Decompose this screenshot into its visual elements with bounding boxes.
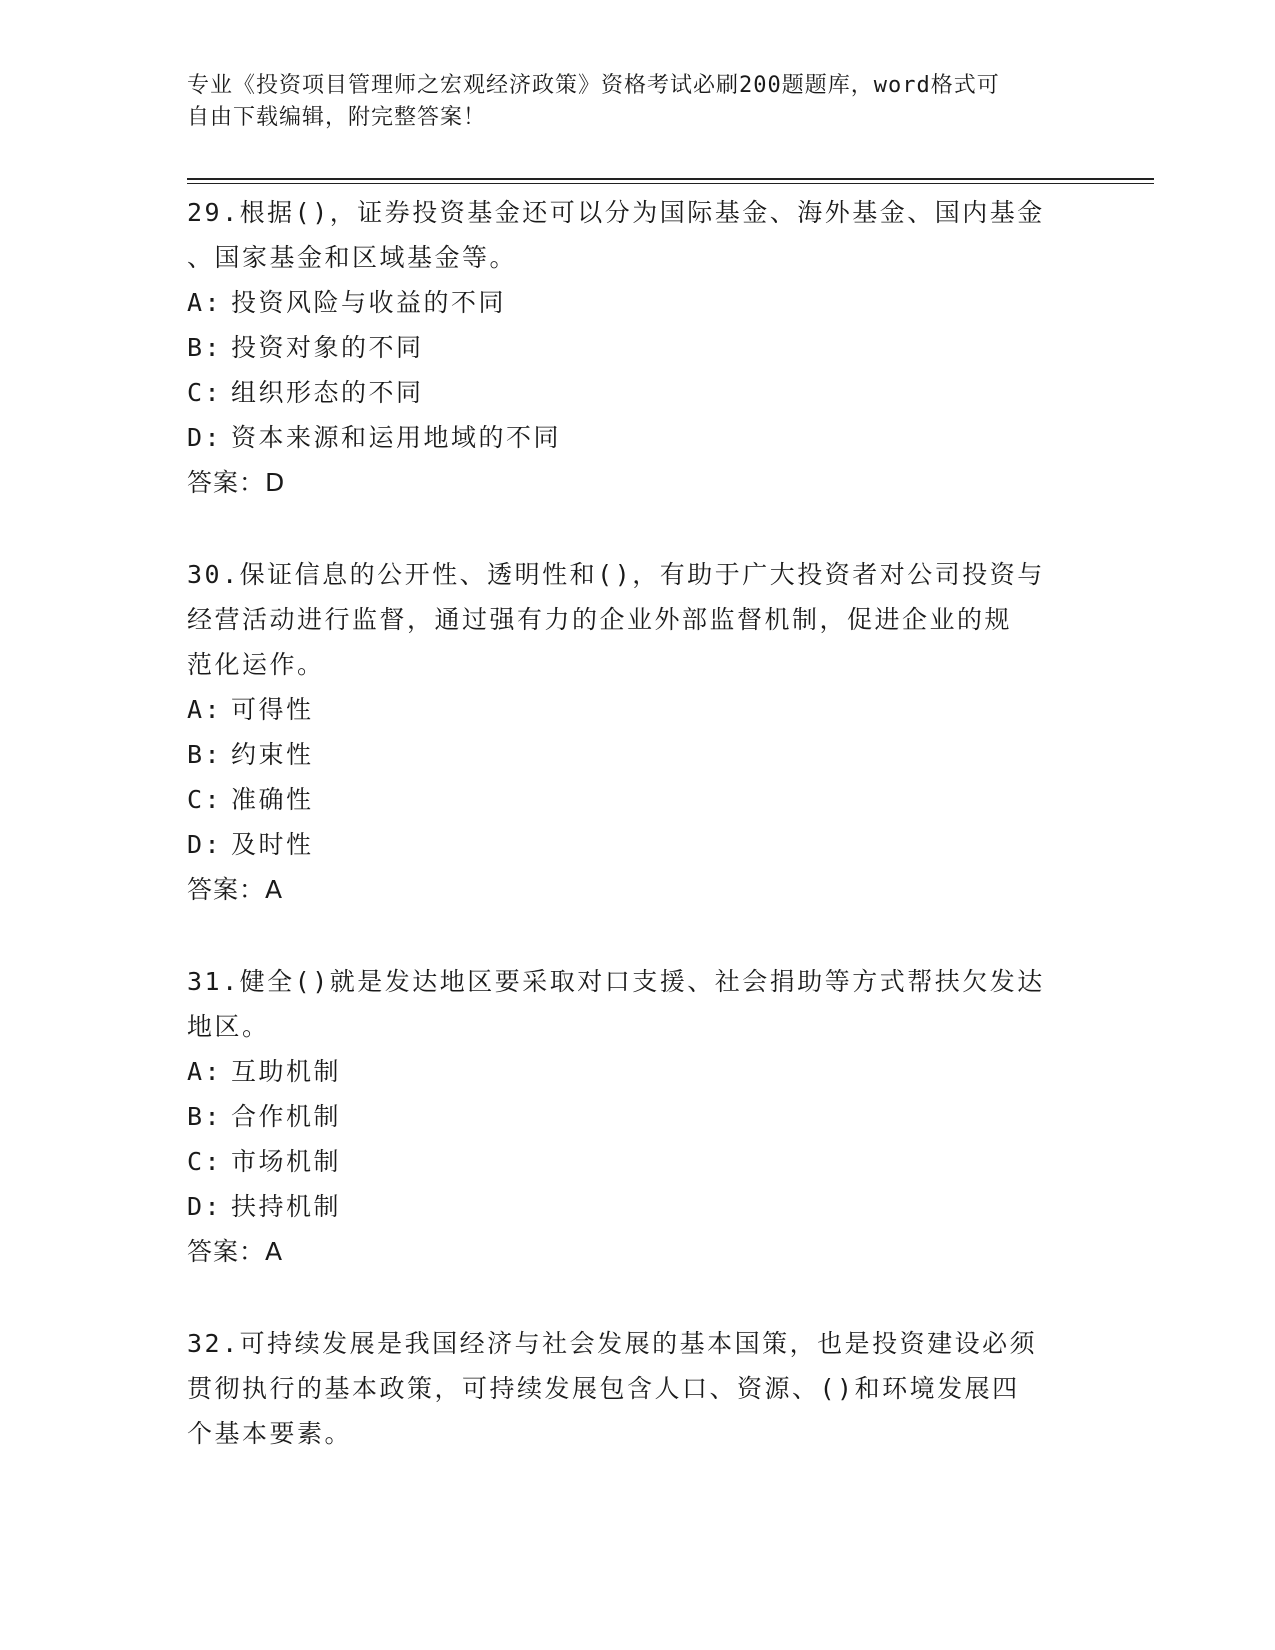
- option-letter: B:: [187, 740, 223, 769]
- option-a: [187, 687, 1087, 732]
- question-stem: 、国家基金和区域基金等。: [187, 243, 518, 272]
- option-text: 组织形态的不同: [231, 378, 424, 407]
- option-text: 合作机制: [231, 1102, 342, 1131]
- answer-line: 答案：A: [187, 875, 284, 904]
- option-letter: C:: [187, 1147, 223, 1176]
- question-30: [187, 552, 1087, 912]
- question-stem: 个基本要素。: [187, 1419, 353, 1448]
- option-text: 市场机制: [231, 1147, 342, 1176]
- option-letter: C:: [187, 785, 223, 814]
- option-d: [187, 1184, 1087, 1229]
- answer-line: 答案：A: [187, 1237, 284, 1266]
- option-d: [187, 822, 1087, 867]
- option-c: [187, 777, 1087, 822]
- option-text: 投资风险与收益的不同: [231, 288, 507, 317]
- option-b: [187, 1094, 1087, 1139]
- question-29: [187, 190, 1087, 505]
- option-text: 及时性: [231, 830, 314, 859]
- option-d: [187, 415, 1087, 460]
- option-letter: D:: [187, 423, 223, 452]
- option-text: 准确性: [231, 785, 314, 814]
- option-letter: A:: [187, 695, 223, 724]
- option-letter: B:: [187, 333, 223, 362]
- header-divider-thin: [187, 183, 1154, 184]
- option-b: [187, 325, 1087, 370]
- question-stem: 经营活动进行监督，通过强有力的企业外部监督机制，促进企业的规: [187, 605, 1013, 634]
- document-header: [187, 70, 1067, 134]
- option-text: 扶持机制: [231, 1192, 342, 1221]
- header-line: 专业《投资项目管理师之宏观经济政策》资格考试必刷200题题库，word格式可: [187, 73, 1000, 98]
- question-spacer: [187, 1274, 1087, 1321]
- option-c: [187, 1139, 1087, 1184]
- option-text: 资本来源和运用地域的不同: [231, 423, 562, 452]
- option-letter: A:: [187, 1057, 223, 1086]
- option-text: 约束性: [231, 740, 314, 769]
- question-stem: 29.根据()，证券投资基金还可以分为国际基金、海外基金、国内基金: [187, 198, 1045, 227]
- option-a: [187, 280, 1087, 325]
- option-a: [187, 1049, 1087, 1094]
- option-letter: B:: [187, 1102, 223, 1131]
- option-letter: D:: [187, 830, 223, 859]
- option-letter: C:: [187, 378, 223, 407]
- question-list: [187, 190, 1087, 1456]
- header-line: 自由下载编辑，附完整答案！: [187, 105, 487, 130]
- option-b: [187, 732, 1087, 777]
- answer-line: 答案：D: [187, 468, 286, 497]
- question-stem: 32.可持续发展是我国经济与社会发展的基本国策，也是投资建设必须: [187, 1329, 1038, 1358]
- option-text: 互助机制: [231, 1057, 342, 1086]
- option-text: 可得性: [231, 695, 314, 724]
- question-stem: 31.健全()就是发达地区要采取对口支援、社会捐助等方式帮扶欠发达: [187, 967, 1045, 996]
- header-divider-thick: [187, 178, 1154, 180]
- question-spacer: [187, 912, 1087, 959]
- question-32: [187, 1321, 1087, 1456]
- option-letter: A:: [187, 288, 223, 317]
- option-letter: D:: [187, 1192, 223, 1221]
- question-stem: 范化运作。: [187, 650, 325, 679]
- question-stem: 地区。: [187, 1012, 270, 1041]
- option-text: 投资对象的不同: [231, 333, 424, 362]
- option-c: [187, 370, 1087, 415]
- question-stem: 贯彻执行的基本政策，可持续发展包含人口、资源、()和环境发展四: [187, 1374, 1020, 1403]
- question-stem: 30.保证信息的公开性、透明性和()，有助于广大投资者对公司投资与: [187, 560, 1045, 589]
- question-31: [187, 959, 1087, 1274]
- question-spacer: [187, 505, 1087, 552]
